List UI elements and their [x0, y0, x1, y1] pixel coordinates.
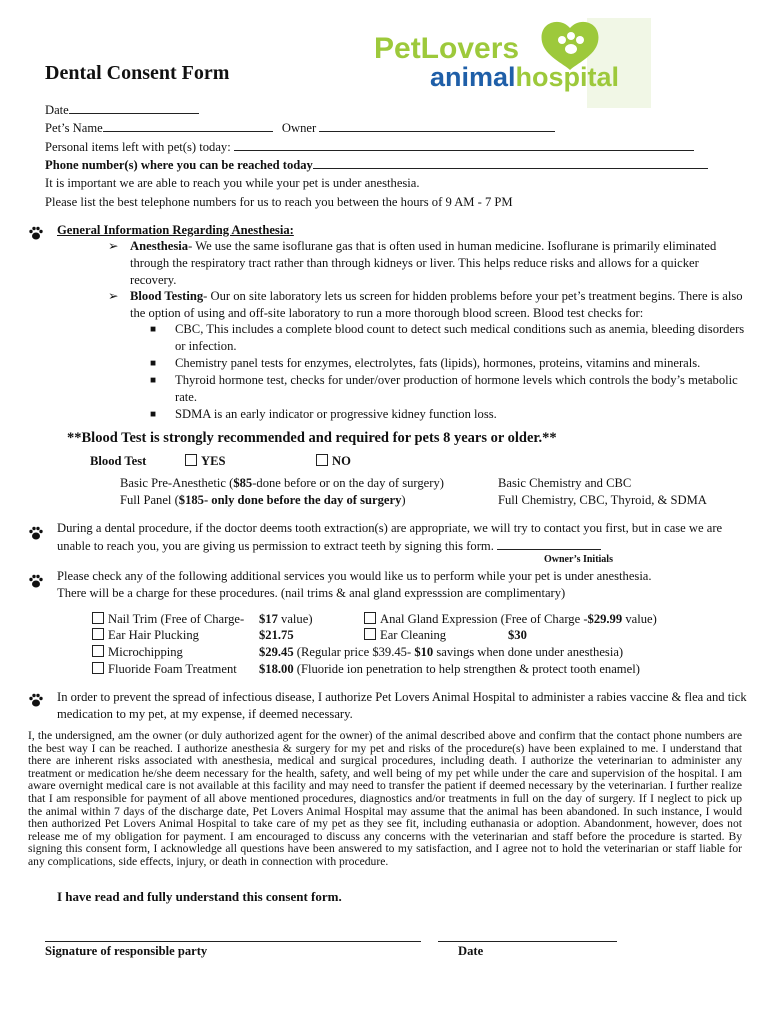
ear-hair-price: $21.75: [259, 628, 294, 642]
rabies-paragraph: In order to prevent the spread of infectious disease, I authorize Pet Lovers Animal Hospital to administer a rabies vaccine & flea and tick medication to my pet, at my expense, if deemed necessary.: [57, 690, 747, 721]
yes-label: YES: [201, 454, 226, 468]
service-microchipping[interactable]: Microchipping: [92, 644, 183, 661]
anesthesia-heading: General Information Regarding Anesthesia:: [57, 223, 294, 237]
no-checkbox[interactable]: [316, 454, 328, 466]
intro-line-2: Please list the best telephone numbers for us to reach you between the hours of 9 AM - 7 PM: [45, 195, 513, 209]
logo-line1: PetLovers: [374, 32, 520, 65]
phone-row: [45, 156, 708, 174]
paw-icon: [28, 692, 44, 708]
ear-cleaning-price: $30: [508, 628, 527, 642]
date-field-row: [45, 101, 199, 119]
extraction-text: During a dental procedure, if the doctor deems tooth extraction(s) are appropriate, we will try to contact you first, but in case we are unable to reach you, you are giving us permission to extract teeth by signing this form.: [57, 521, 723, 553]
phone-input-line[interactable]: [313, 156, 708, 169]
signature-date-line[interactable]: [438, 941, 617, 942]
acknowledge-text: I have read and fully understand this consent form.: [57, 889, 342, 904]
microchip-price: $29.45 (Regular price $39.45- $10 savings when done under anesthesia): [259, 645, 624, 659]
blood-testing-text: - Our on site laboratory lets us screen for hidden problems before your pet’s treatment begins. There is also the option of using and off-site laboratory to run a more thorough blood screen. Blood test checks for:: [130, 289, 743, 320]
service-ear-hair[interactable]: Ear Hair Plucking: [92, 627, 199, 644]
logo-line2: animalhospital: [430, 62, 620, 92]
square-bullet-icon: ■: [150, 324, 157, 335]
sublist-item: ■ Thyroid hormone test, checks for under/over production of hormone levels which controls the body’s metabolic rate.: [150, 373, 738, 404]
yes-checkbox[interactable]: [185, 454, 197, 466]
signature-line[interactable]: [45, 941, 421, 942]
service-nail-trim[interactable]: Nail Trim (Free of Charge-: [92, 611, 244, 628]
basic-panel-desc: Basic Chemistry and CBC: [498, 476, 632, 490]
blood-testing-bullet: [108, 288, 748, 322]
arrow-bullet-icon: ➢: [108, 289, 119, 303]
services-line-1: Please check any of the following additional services you would like us to perform while your pet is under anesthesia.: [57, 569, 652, 583]
date-label: Date: [45, 103, 69, 117]
logo-graphic: [372, 18, 652, 110]
pet-owner-row: [45, 119, 555, 137]
items-row: [45, 138, 694, 156]
blood-test-no-option[interactable]: [316, 453, 351, 470]
nail-trim-price: $17 value): [259, 612, 313, 626]
service-anal-gland[interactable]: Anal Gland Expression (Free of Charge -$29.99 value): [364, 611, 657, 628]
blood-test-label: Blood Test: [90, 454, 147, 468]
nail-trim-checkbox[interactable]: [92, 612, 104, 624]
blood-testing-title: Blood Testing: [130, 289, 204, 303]
basic-panel-line: Basic Pre-Anesthetic ($85-done before or on the day of surgery): [120, 476, 444, 490]
anesthesia-text: - We use the same isoflurane gas that is often used in human medicine. Isoflurane is primarily eliminated through the respiratory tract rather than through kidneys or liver. This helps reduce risks and allows for a quicker recovery.: [130, 239, 717, 287]
blood-test-recommendation: **Blood Test is strongly recommended and required for pets 8 years or older.**: [67, 430, 557, 446]
service-ear-cleaning[interactable]: Ear Cleaning: [364, 627, 446, 644]
paw-icon: [28, 225, 44, 241]
sublist-item: ■ Chemistry panel tests for enzymes, electrolytes, fats (lipids), hormones, proteins, vitamins and minerals.: [150, 356, 701, 370]
items-input-line[interactable]: [234, 138, 694, 151]
signature-label: Signature of responsible party: [45, 944, 208, 958]
ear-cleaning-checkbox[interactable]: [364, 628, 376, 640]
paw-icon: [28, 573, 44, 589]
services-line-2: There will be a charge for these procedures. (nail trims & anal gland expresssion are complimentary): [57, 586, 566, 600]
service-fluoride[interactable]: Fluoride Foam Treatment: [92, 661, 237, 678]
paw-icon: [28, 525, 44, 541]
fluoride-price: $18.00 (Fluoride ion penetration to help strengthen & protect tooth enamel): [259, 662, 640, 676]
full-panel-desc: Full Chemistry, CBC, Thyroid, & SDMA: [498, 493, 707, 507]
anesthesia-title: Anesthesia: [130, 239, 189, 253]
signature-date-label: Date: [458, 944, 484, 958]
pet-name-input-line[interactable]: [103, 119, 273, 132]
ear-hair-checkbox[interactable]: [92, 628, 104, 640]
owner-label: Owner: [281, 121, 317, 135]
sublist-item: ■ CBC, This includes a complete blood count to detect such medical conditions such as anemia, bleeding disorders or infection.: [150, 322, 745, 353]
microchip-checkbox[interactable]: [92, 645, 104, 657]
blood-test-sublist: [150, 321, 748, 423]
owner-initials-label: Owner’s Initials: [544, 554, 613, 565]
fluoride-checkbox[interactable]: [92, 662, 104, 674]
hospital-logo: [372, 18, 652, 110]
full-panel-line: Full Panel ($185- only done before the day of surgery): [120, 493, 406, 507]
date-input-line[interactable]: [69, 101, 199, 114]
arrow-bullet-icon: ➢: [108, 239, 119, 253]
sublist-item: ■ SDMA is an early indicator or progressive kidney function loss.: [150, 407, 497, 421]
owner-input-line[interactable]: [319, 119, 555, 132]
extraction-paragraph: [57, 520, 745, 555]
legal-paragraph: I, the undersigned, am the owner (or duly authorized agent for the owner) of the animal described above and confirm that the contact phone numbers are the best way I can be reached. I authorize anesthesia & surgery for my pet and risks of the procedure(s) have been explained to me. I understand that there are inherent risks associated with anesthesia, medical and surgical procedures, including death. I authorize the veterinarian to administer any treatment or medication he/she deem necessary for the health, safety, and well being of my pet while under the care and supervision of the hospital. I am aware overnight medical care is not available at this facility and may need to transfer the patient if deemed necessary by the veterinarian. I further realize that I am responsible for payment of all above mentioned procedures, diagnostics and/or treatments in full on the day of surgery. If I neglect to pick up the animal within 7 days of the discharge date, Pet Lovers Animal Hospital may assume that the animal has been abandoned. In such instance, I would then authorized Pet Lovers Animal Hospital to take care of my pet as they see fit, including euthanasia or adoption. Abandonment, however, does not release me of my obligation for payment. I am encouraged to discuss any concerns with the veterinarian and staff before the procedure is started. By signing this consent form, I acknowledge all questions have been answered to my satisfaction, and I agree not to hold the veterinarian or staff liable for any complications, side effects, injury, or death in connection with procedure.: [28, 729, 742, 868]
blood-test-yes-option[interactable]: [185, 453, 226, 470]
anal-gland-checkbox[interactable]: [364, 612, 376, 624]
square-bullet-icon: ■: [150, 358, 157, 369]
no-label: NO: [332, 454, 351, 468]
phone-label: Phone number(s) where you can be reached today: [45, 158, 313, 172]
form-title: Dental Consent Form: [45, 62, 230, 84]
square-bullet-icon: ■: [150, 375, 157, 386]
items-label: Personal items left with pet(s) today:: [45, 140, 231, 154]
owner-initials-line[interactable]: [497, 537, 601, 550]
anesthesia-bullet: [108, 238, 748, 289]
intro-line-1: It is important we are able to reach you while your pet is under anesthesia.: [45, 176, 420, 190]
square-bullet-icon: ■: [150, 409, 157, 420]
pet-name-label: Pet’s Name: [45, 121, 103, 135]
